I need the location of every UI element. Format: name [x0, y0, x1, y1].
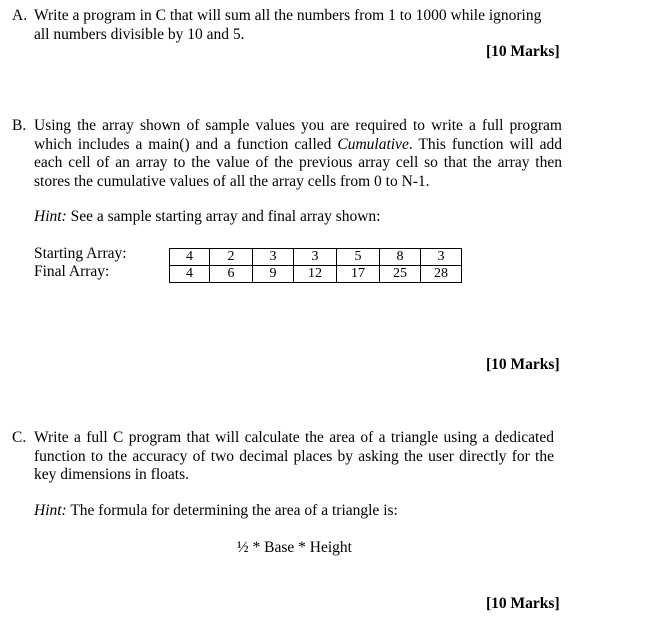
question-b-hint — [34, 208, 380, 227]
starting-array-cell: 5 — [337, 249, 380, 266]
final-array-cell: 12 — [294, 266, 337, 283]
question-a-text — [34, 7, 574, 44]
sample-array-table — [169, 248, 462, 283]
question-c-hint-label: Hint: — [34, 502, 67, 519]
starting-array-cell: 8 — [380, 249, 421, 266]
question-a-letter: A. — [12, 7, 28, 24]
question-b-hint-text: See a sample starting array and final array shown: — [66, 208, 381, 225]
final-array-row — [170, 266, 462, 283]
question-b-letter: B. — [12, 117, 27, 134]
starting-array-cell: 3 — [294, 249, 337, 266]
final-array-cell: 28 — [421, 266, 462, 283]
final-array-cell: 25 — [380, 266, 421, 283]
starting-array-cell: 3 — [421, 249, 462, 266]
question-a-marks: [10 Marks] — [486, 43, 560, 60]
question-a-line-1: Write a program in C that will sum all the numbers from 1 to 1000 while ignoring — [34, 7, 542, 24]
question-b-text-part-2: . This function will add each cell of an array to the value of the previous array cell so that the array then stores the cumulative values of all the array cells from 0 to N-1. — [34, 135, 562, 190]
question-c-hint-text: The formula for determining the area of a triangle is: — [66, 502, 398, 519]
triangle-area-formula: ½ * Base * Height — [237, 539, 352, 556]
final-array-cell: 6 — [210, 266, 253, 283]
final-array-cell: 4 — [170, 266, 210, 283]
question-c-hint — [34, 502, 398, 521]
starting-array-cell: 3 — [253, 249, 294, 266]
starting-array-cell: 4 — [170, 249, 210, 266]
starting-array-row — [170, 249, 462, 266]
question-b-text — [34, 117, 562, 191]
question-b-marks: [10 Marks] — [486, 356, 560, 373]
question-b-function-name: Cumulative — [337, 135, 409, 153]
starting-array-label: Starting Array: — [34, 245, 127, 262]
question-b-hint-label: Hint: — [34, 208, 67, 225]
question-b-text-part-1: Using the array shown of sample values you are required to write a full program which includes a main() and a function called — [34, 117, 562, 153]
starting-array-cell: 2 — [210, 249, 253, 266]
question-c-letter: C. — [12, 429, 27, 446]
final-array-label: Final Array: — [34, 263, 110, 280]
question-a-line-2: all numbers divisible by 10 and 5. — [34, 25, 245, 43]
final-array-cell: 9 — [253, 266, 294, 283]
question-c-marks: [10 Marks] — [486, 595, 560, 612]
final-array-cell: 17 — [337, 266, 380, 283]
question-c-text: Write a full C program that will calculate the area of a triangle using a dedicated function to the accuracy of two decimal places by asking the user directly for the key dimensions in floats. — [34, 429, 554, 483]
